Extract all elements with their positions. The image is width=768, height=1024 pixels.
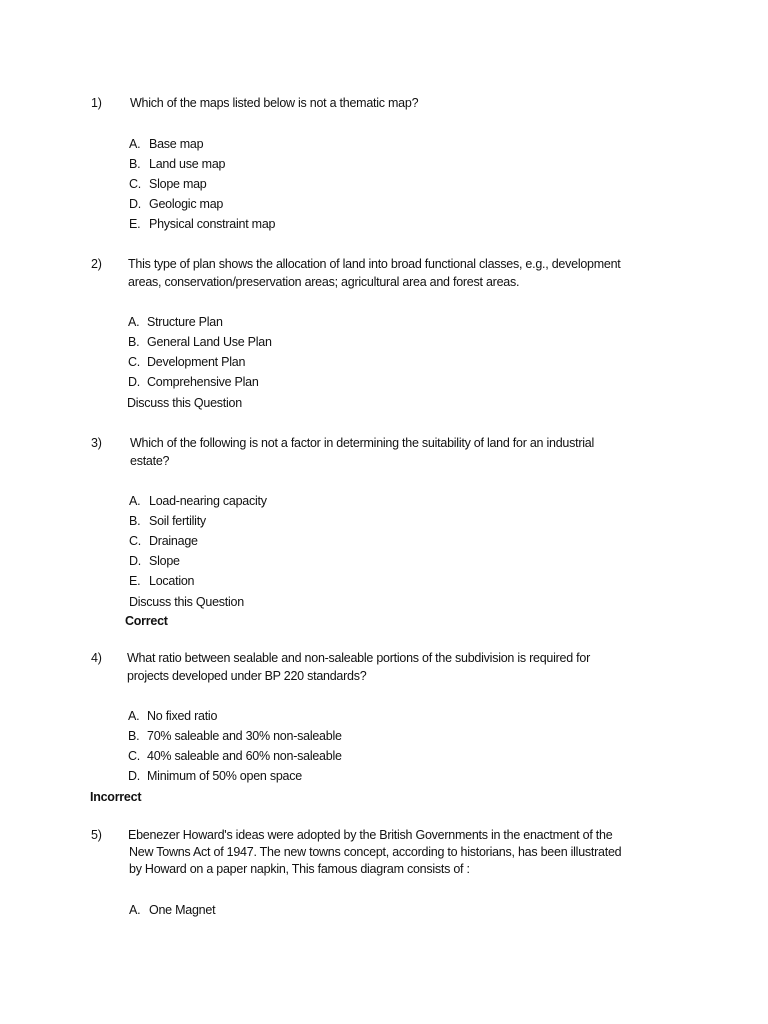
option-letter: D.: [128, 769, 140, 783]
option-letter: B.: [128, 335, 140, 349]
option-letter: C.: [128, 355, 140, 369]
option-text: No fixed ratio: [147, 709, 218, 723]
option-letter: B.: [129, 514, 141, 528]
option-text: Drainage: [149, 534, 198, 548]
question-text-line: areas, conservation/preservation areas; agricultural area and forest areas.: [128, 275, 520, 289]
question-number: 4): [91, 651, 102, 665]
option-text: 40% saleable and 60% non-saleable: [147, 749, 342, 763]
option-letter: A.: [128, 315, 140, 329]
option-text: Comprehensive Plan: [147, 375, 259, 389]
answer-result-label: Incorrect: [90, 790, 142, 804]
question-text-line: by Howard on a paper napkin, This famous diagram consists of :: [129, 862, 470, 876]
option-letter: A.: [129, 137, 141, 151]
option-letter: A.: [129, 494, 141, 508]
question-number: 5): [91, 828, 102, 842]
option-text: Slope: [149, 554, 180, 568]
option-text: General Land Use Plan: [147, 335, 272, 349]
question-text: Which of the maps listed below is not a thematic map?: [130, 96, 419, 110]
option-letter: E.: [129, 217, 141, 231]
question-text-line: projects developed under BP 220 standards?: [127, 669, 367, 683]
option-letter: D.: [129, 554, 141, 568]
option-text: Land use map: [149, 157, 226, 171]
option-letter: D.: [128, 375, 140, 389]
discuss-question-link[interactable]: Discuss this Question: [127, 396, 242, 410]
option-letter: C.: [128, 749, 140, 763]
question-text-line: Which of the following is not a factor in determining the suitability of land for an industrial: [130, 436, 595, 450]
question-text-line: estate?: [130, 454, 170, 468]
option-letter: D.: [129, 197, 141, 211]
option-letter: C.: [129, 177, 141, 191]
option-text: Minimum of 50% open space: [147, 769, 302, 783]
question-text-line: New Towns Act of 1947. The new towns concept, according to historians, has been illustrated: [129, 845, 622, 859]
answer-result-label: Correct: [125, 614, 168, 628]
option-text: Structure Plan: [147, 315, 223, 329]
option-text: Soil fertility: [149, 514, 206, 528]
option-text: Base map: [149, 137, 204, 151]
question-text-line: Ebenezer Howard's ideas were adopted by the British Governments in the enactment of the: [128, 828, 613, 842]
option-text: Development Plan: [147, 355, 246, 369]
option-letter: A.: [128, 709, 140, 723]
option-letter: E.: [129, 574, 141, 588]
option-letter: B.: [128, 729, 140, 743]
option-text: One Magnet: [149, 903, 216, 917]
question-number: 3): [91, 436, 102, 450]
question-number: 1): [91, 96, 102, 110]
option-text: Load-nearing capacity: [149, 494, 267, 508]
option-text: Location: [149, 574, 195, 588]
question-text-line: This type of plan shows the allocation of land into broad functional classes, e.g., development: [128, 257, 621, 271]
question-number: 2): [91, 257, 102, 271]
option-text: 70% saleable and 30% non-saleable: [147, 729, 342, 743]
question-text-line: What ratio between sealable and non-saleable portions of the subdivision is required for: [127, 651, 591, 665]
option-letter: C.: [129, 534, 141, 548]
option-text: Geologic map: [149, 197, 224, 211]
option-text: Physical constraint map: [149, 217, 276, 231]
option-letter: A.: [129, 903, 141, 917]
option-letter: B.: [129, 157, 141, 171]
discuss-question-link[interactable]: Discuss this Question: [129, 595, 244, 609]
option-text: Slope map: [149, 177, 207, 191]
